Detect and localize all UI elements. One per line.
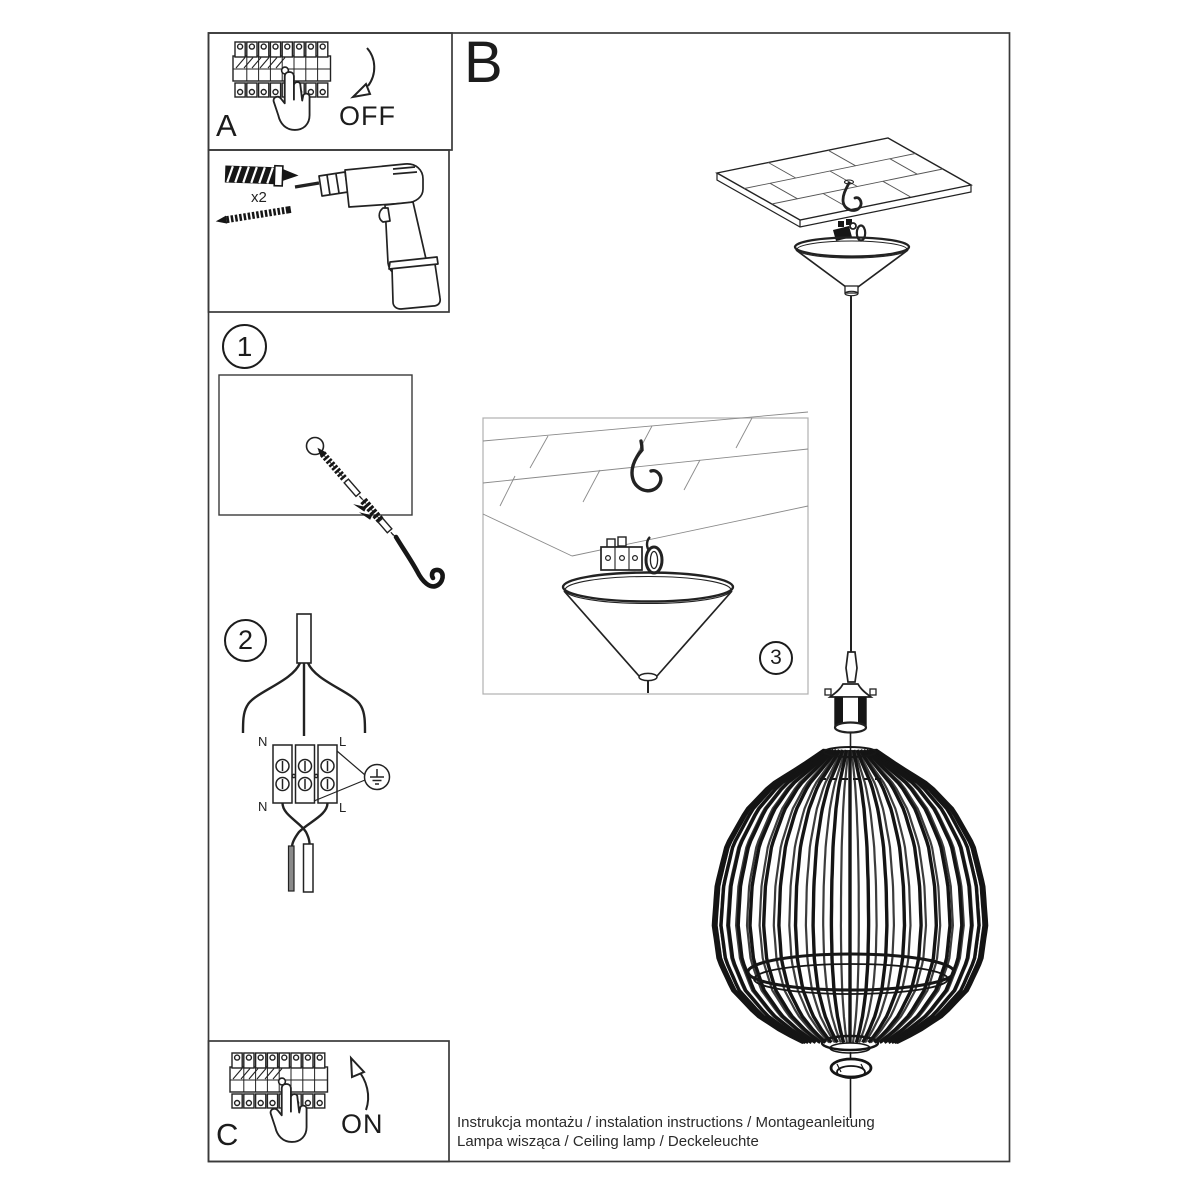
terminal-label-l-bottom: L: [339, 800, 347, 815]
footer-line-1: Instrukcja montażu / instalation instructions / Montageanleitung: [457, 1114, 875, 1131]
on-arrow-icon: [351, 1058, 368, 1110]
ceiling-panel: [717, 138, 971, 227]
step2-number: 2: [237, 625, 254, 655]
step1-number-badge: [222, 324, 267, 369]
socket-assembly: [825, 652, 876, 750]
footer-titles: [457, 1114, 875, 1151]
wall-plug-icon: [225, 164, 299, 187]
canopy: [795, 238, 909, 296]
terminal-label-l-top: L: [339, 734, 347, 749]
plug-quantity-label: x2: [251, 189, 267, 206]
step3-number: 3: [770, 646, 782, 669]
terminal-block: [273, 745, 337, 803]
off-arrow-icon: [353, 48, 374, 97]
terminal-label-n-bottom: N: [258, 799, 268, 814]
ground-symbol-icon: [365, 765, 390, 790]
step1-illustration: [219, 375, 443, 586]
step2-number-badge: [224, 619, 267, 662]
wire-end-left: [289, 846, 295, 891]
cable-sheath: [297, 614, 311, 663]
section-b-label: B: [464, 30, 503, 95]
panel-a-label: A: [216, 108, 237, 143]
canopy-closeup: [563, 573, 733, 694]
on-label: ON: [341, 1109, 384, 1139]
breaker-panel-icon: [233, 42, 331, 97]
ceiling-hook-icon: [396, 537, 443, 586]
panel-c-label: C: [216, 1117, 239, 1152]
section-b-lamp: [713, 138, 986, 1118]
step2-wiring-diagram: [243, 614, 390, 892]
tools-illustration: [215, 164, 440, 309]
terminal-label-n-top: N: [258, 734, 268, 749]
step3-number-badge: [759, 641, 793, 675]
breaker-panel-icon: [230, 1053, 328, 1108]
wire-end-right: [304, 844, 314, 892]
supply-wires: [243, 663, 365, 736]
terminal-and-loop: [601, 537, 662, 573]
off-label: OFF: [339, 101, 396, 131]
lamp-wires: [283, 803, 328, 847]
cage-shade: [713, 750, 986, 1043]
bottom-finial: [831, 1052, 871, 1118]
drill-icon: [295, 164, 440, 309]
ceiling-tiles: [483, 412, 808, 556]
screw-icon: [215, 206, 291, 226]
step1-number: 1: [236, 330, 253, 362]
hook-screw-and-plug: [309, 445, 396, 542]
footer-line-2: Lampa wisząca / Ceiling lamp / Deckeleuchte: [457, 1132, 759, 1150]
